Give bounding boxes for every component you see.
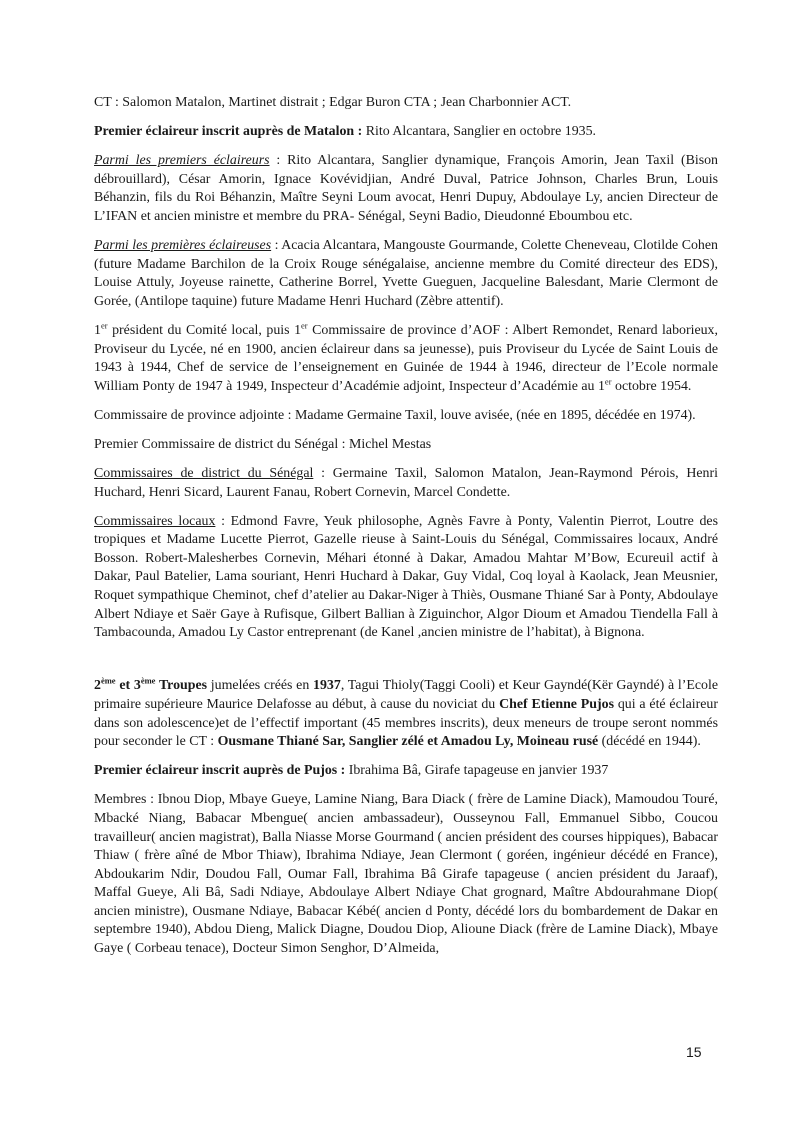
first-scout-matalon-label: Premier éclaireur inscrit auprès de Matalon : (94, 124, 363, 140)
first-scout-pujos: Premier éclaireur inscrit auprès de Pujos : Ibrahima Bâ, Girafe tapageuse en janvier 1937 (94, 763, 609, 779)
section-spacer (94, 653, 718, 677)
first-scouts-paragraph: Parmi les premiers éclaireurs : Rito Alcantara, Sanglier dynamique, François Amorin, Jean Taxil (Bison débrouillard), César Amorin, Ignace Kovévidjian, André Duval, Patrice Johnson, Charles Brun, Louis Béhanzin, fils du Roi Béhanzin, Maître Seyni Loum avocat, Henri Dupuy, Abdoulaye Ly, ancien Directeur de L’IFAN et ancien ministre et membre du PRA- Sénégal, Seyni Badio, Dieudonné Eboumbou etc. (94, 153, 718, 224)
members-paragraph: Membres : Ibnou Diop, Mbaye Gueye, Lamine Niang, Bara Diack ( frère de Lamine Diack), Mamoudou Touré, Mbacké Niang, Babacar Mbengue( ancien ambassadeur), Ousseynou Fall, Emmanuel Sibbo, Coucou travailleur( ancien magistrat), Balla Niasse Morse Gourmand ( ancien président des courses hippiques), Babacar Thiaw ( frère aîné de Mbor Thiaw), Ibrahima Ndiaye, Jean Clermont ( goréen, ingénieur décédé en France), Abdoukarim Ndir, Doudou Fall, Oumar Fall, Ibrahima Bâ Girafe tapageuse ( ancien président du Jaraaf), Maffal Gueye, Ali Bâ, Sadi Ndiaye, Abdoulaye Albert Ndiaye Chat grognard, Maître Abdourahmane Diop( ancien ministre), Ousmane Ndiaye, Babacar Kébé( ancien d Ponty, décédé lors du bombardement de Dakar en septembre 1940), Abdou Dieng, Malick Diagne, Doudou Diop, Alioune Diack (frère de Lamine Diack), Mbaye Gaye ( Corbeau tenace), Docteur Simon Senghor, D’Almeida, (94, 792, 718, 957)
district-commissioners-paragraph: Commissaires de district du Sénégal : Germaine Taxil, Salomon Matalon, Jean-Raymond Pérois, Henri Huchard, Henri Sicard, Laurent Fanau, Robert Cornevin, Marcel Condette. (94, 466, 718, 500)
page-number: 15 (686, 1044, 702, 1060)
first-scout-matalon: Premier éclaireur inscrit auprès de Matalon : Rito Alcantara, Sanglier en octobre 1935. (94, 124, 597, 140)
committee-president-paragraph: 1er président du Comité local, puis 1er Commissaire de province d’AOF : Albert Remondet, Renard laborieux, Proviseur du Lycée, né en 1900, ancien éclaireur dans sa jeunesse), puis Proviseur du Lycée de Saint Louis de 1943 à 1944, Chef de service de l’enseignement en Guinée de 1944 à 1946, directeur de l’Ecole normale William Ponty de 1947 à 1949, Inspecteur d’Académie adjoint, Inspecteur d’Académie au 1er octobre 1954. (94, 320, 718, 394)
first-scouts-heading: Parmi les premiers éclaireurs (94, 153, 270, 169)
document-body (94, 94, 718, 969)
first-scout-pujos-label: Premier éclaireur inscrit auprès de Pujos : (94, 763, 346, 779)
local-commissioners-paragraph: Commissaires locaux : Edmond Favre, Yeuk philosophe, Agnès Favre à Ponty, Valentin Pierrot, Loutre des tropiques et Madame Lucette Pierrot, Gazelle rieuse à Saint-Louis du Sénégal, Commissaires locaux, André Bosson. Robert-Malesherbes Cornevin, Méhari étonné à Dakar, Amadou Mahtar M’Bow, Ecureuil actif à Dakar, Paul Batelier, Lama souriant, Henri Huchard à Dakar, Guy Vidal, Coq loyal à Kaolack, Jean Meusnier, Roquet sympathique Cheminot, chef d’atelier au Dakar-Niger à Thiès, Ousmane Thiané Sar à Ponty, Abdoulaye Albert Ndiaye et Saër Gaye à Rufisque, Gilbert Ballian à Ziguinchor, Algor Dioum et Amadou Tiendella Fall à Tambacounda, Amadou Ly Castor entreprenant (de Kanel ,ancien ministre de l’habitat), à Bignona. (94, 513, 718, 641)
deputy-commissioner: Commissaire de province adjointe : Madame Germaine Taxil, louve avisée, (née en 1895, décédée en 1974). (94, 407, 696, 423)
district-commissioners-heading: Commissaires de district du Sénégal (94, 466, 314, 481)
first-district-commissioner: Premier Commissaire de district du Sénégal : Michel Mestas (94, 436, 432, 452)
first-guides-heading: Parmi les premières éclaireuses (94, 238, 272, 254)
troops-paragraph: 2ème et 3ème Troupes jumelées créés en 1937, Tagui Thioly(Taggi Cooli) et Keur Gayndé(Kër Gayndé) à l’Ecole primaire supérieure Maurice Delafosse au début, à cause du noviciat du Chef Etienne Pujos qui a été éclaireur dans son adolescence)et de l’effectif important (45 membres inscrits), deux meneurs de troupe seront nommés pour seconder le CT : Ousmane Thiané Sar, Sanglier zélé et Amadou Ly, Moineau rusé (décédé en 1944). (94, 675, 718, 750)
local-commissioners-heading: Commissaires locaux (94, 513, 216, 529)
ct-line: CT : Salomon Matalon, Martinet distrait ; Edgar Buron CTA ; Jean Charbonnier ACT. (94, 95, 572, 110)
first-guides-paragraph: Parmi les premières éclaireuses : Acacia Alcantara, Mangouste Gourmande, Colette Cheneveau, Clotilde Cohen (future Madame Barchilon de la Croix Rouge sénégalaise, ancienne membre du Comité directeur des EDS), Louise Attuly, Joyeuse rainette, Catherine Borrel, Yvette Gueguen, Jacqueline Balesdant, Marie Clermont de Gorée, (Antilope taquine) future Madame Henri Huchard (Zèbre attentif). (94, 238, 718, 309)
